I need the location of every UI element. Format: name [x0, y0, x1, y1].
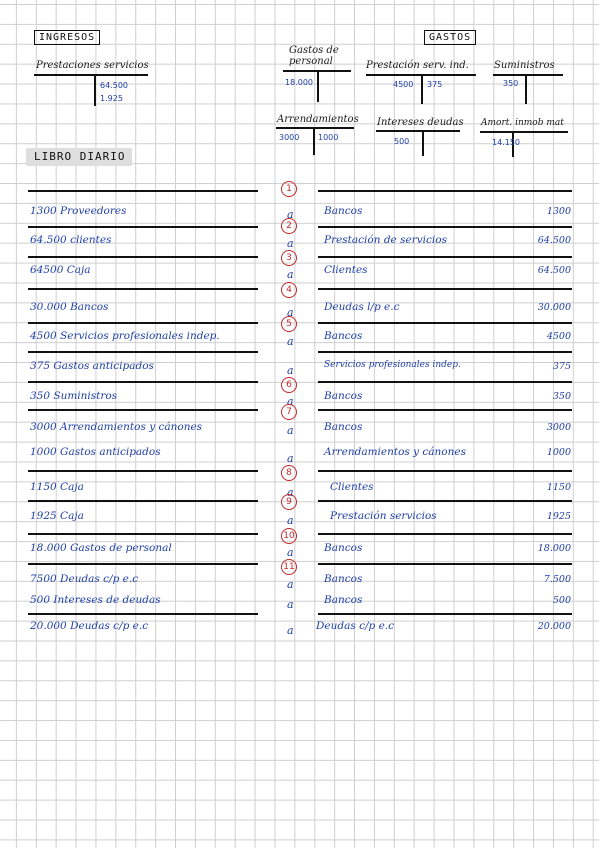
journal-separator — [318, 226, 572, 228]
entry-credit: Bancos — [324, 421, 363, 433]
t-account-title: Amort. inmob mat — [481, 118, 564, 128]
entry-a-connector: a — [287, 237, 294, 250]
t-account-amount: 350 — [503, 79, 519, 88]
journal-separator — [28, 409, 258, 411]
gastos-header: GASTOS — [424, 30, 476, 45]
entry-credit: Arrendamientos y cánones — [324, 446, 466, 458]
entry-debit: 18.000 Gastos de personal — [30, 542, 172, 554]
t-account-hline — [480, 131, 568, 133]
journal-separator — [28, 190, 258, 192]
entry-a-connector: a — [287, 624, 294, 637]
journal-separator — [28, 470, 258, 472]
entry-a-connector: a — [287, 598, 294, 611]
t-account-title: Intereses deudas — [377, 117, 464, 128]
entry-number-circle: 1 — [281, 181, 297, 197]
entry-amount: 20.000 — [537, 621, 571, 632]
entry-credit: Servicios profesionales indep. — [324, 360, 461, 370]
entry-number-circle: 4 — [281, 282, 297, 298]
t-account-amount: 500 — [394, 137, 410, 146]
entry-debit: 20.000 Deudas c/p e.c — [30, 620, 149, 632]
entry-debit: 1000 Gastos anticipados — [30, 446, 161, 458]
entry-amount: 375 — [552, 361, 571, 372]
entry-amount: 64.500 — [537, 235, 571, 246]
t-account-hline — [34, 74, 148, 76]
entry-amount: 3000 — [546, 422, 571, 433]
entry-credit: Prestación de servicios — [324, 234, 447, 246]
journal-separator — [318, 256, 572, 258]
t-account-title: Prestación serv. ind. — [366, 60, 469, 71]
journal-separator — [318, 351, 572, 353]
journal-separator — [318, 288, 572, 290]
entry-credit: Deudas l/p e.c — [324, 301, 400, 313]
journal-separator — [28, 256, 258, 258]
entry-number-circle: 7 — [281, 404, 297, 420]
entry-debit: 375 Gastos anticipados — [30, 360, 154, 372]
entry-debit: 500 Intereses de deudas — [30, 594, 161, 606]
t-account-amount: 3000 — [279, 133, 300, 142]
entry-debit: 7500 Deudas c/p e.c — [30, 573, 139, 585]
entry-debit: 1300 Proveedores — [30, 205, 127, 217]
entry-number-circle: 8 — [281, 465, 297, 481]
t-account-vline — [525, 74, 527, 104]
entry-amount: 7.500 — [543, 574, 571, 585]
entry-a-connector: a — [287, 395, 294, 408]
entry-number-circle: 10 — [281, 528, 297, 544]
entry-debit: 1925 Caja — [30, 510, 84, 522]
t-account-amount: 18.000 — [285, 78, 313, 87]
journal-separator — [318, 470, 572, 472]
journal-separator — [318, 613, 572, 615]
entry-credit: Bancos — [324, 205, 363, 217]
entry-a-connector: a — [287, 546, 294, 559]
entry-debit: 3000 Arrendamientos y cánones — [30, 421, 203, 433]
entry-a-connector: a — [287, 424, 294, 437]
journal-separator — [28, 381, 258, 383]
entry-credit: Bancos — [324, 573, 363, 585]
entry-number-circle: 2 — [281, 218, 297, 234]
journal-separator — [28, 563, 258, 565]
t-account-title: Prestaciones servicios — [36, 60, 149, 71]
entry-debit: 4500 Servicios profesionales indep. — [30, 330, 220, 342]
entry-amount: 1925 — [546, 511, 571, 522]
entry-a-connector: a — [287, 364, 294, 377]
journal-separator — [318, 563, 572, 565]
entry-amount: 350 — [552, 391, 571, 402]
t-account-title: Suministros — [494, 60, 555, 71]
entry-number-circle: 6 — [281, 377, 297, 393]
entry-a-connector: a — [287, 268, 294, 281]
entry-credit: Prestación servicios — [330, 510, 437, 522]
t-account-hline — [493, 74, 563, 76]
t-account-vline — [422, 130, 424, 156]
entry-debit: 350 Suministros — [30, 390, 118, 402]
journal-separator — [318, 322, 572, 324]
entry-a-connector: a — [287, 578, 294, 591]
entry-debit: 64.500 clientes — [30, 234, 112, 246]
journal-separator — [28, 322, 258, 324]
ingresos-header: INGRESOS — [34, 30, 100, 45]
journal-separator — [28, 613, 258, 615]
t-account-amount: 1.925 — [100, 94, 123, 103]
t-account-vline — [317, 70, 319, 102]
entry-credit: Clientes — [330, 481, 374, 493]
t-account-vline — [313, 127, 315, 155]
entry-number-circle: 3 — [281, 250, 297, 266]
libro-diario-title: LIBRO DIARIO — [34, 150, 126, 163]
t-account-amount: 14.150 — [492, 138, 520, 147]
entry-a-connector: a — [287, 514, 294, 527]
entry-debit: 1150 Caja — [30, 481, 84, 493]
t-account-hline — [376, 130, 460, 132]
entry-number-circle: 11 — [281, 559, 297, 575]
entry-number-circle: 5 — [281, 316, 297, 332]
entry-a-connector: a — [287, 452, 294, 465]
entry-credit: Bancos — [324, 330, 363, 342]
entry-amount: 1150 — [546, 482, 571, 493]
journal-separator — [318, 409, 572, 411]
entry-amount: 1300 — [546, 206, 571, 217]
entry-debit: 30.000 Bancos — [30, 301, 109, 313]
entry-credit: Bancos — [324, 390, 363, 402]
journal-separator — [28, 288, 258, 290]
entry-credit: Deudas c/p e.c — [316, 620, 395, 632]
t-account-vline — [421, 74, 423, 104]
t-account-vline — [94, 74, 96, 106]
entry-a-connector: a — [287, 486, 294, 499]
entry-credit: Bancos — [324, 594, 363, 606]
t-account-hline — [276, 127, 354, 129]
entry-credit: Clientes — [324, 264, 368, 276]
journal-separator — [28, 533, 258, 535]
t-account-amount: 4500 — [393, 80, 414, 89]
entry-amount: 4500 — [546, 331, 571, 342]
journal-separator — [318, 381, 572, 383]
journal-separator — [318, 533, 572, 535]
entry-a-connector: a — [287, 335, 294, 348]
t-account-amount: 1000 — [318, 133, 339, 142]
journal-separator — [28, 351, 258, 353]
t-account-amount: 64.500 — [100, 81, 128, 90]
t-account-title: Gastos de personal — [289, 45, 339, 67]
entry-amount: 64.500 — [537, 265, 571, 276]
journal-separator — [28, 500, 258, 502]
entry-amount: 18.000 — [537, 543, 571, 554]
entry-debit: 64500 Caja — [30, 264, 91, 276]
entry-amount: 30.000 — [537, 302, 571, 313]
entry-credit: Bancos — [324, 542, 363, 554]
entry-amount: 500 — [552, 595, 571, 606]
entry-amount: 1000 — [546, 447, 571, 458]
entry-number-circle: 9 — [281, 494, 297, 510]
journal-separator — [318, 190, 572, 192]
entry-a-connector: a — [287, 306, 294, 319]
t-account-title: Arrendamientos — [277, 114, 359, 125]
t-account-amount: 375 — [427, 80, 443, 89]
journal-separator — [318, 500, 572, 502]
entry-a-connector: a — [287, 208, 294, 221]
journal-separator — [28, 226, 258, 228]
